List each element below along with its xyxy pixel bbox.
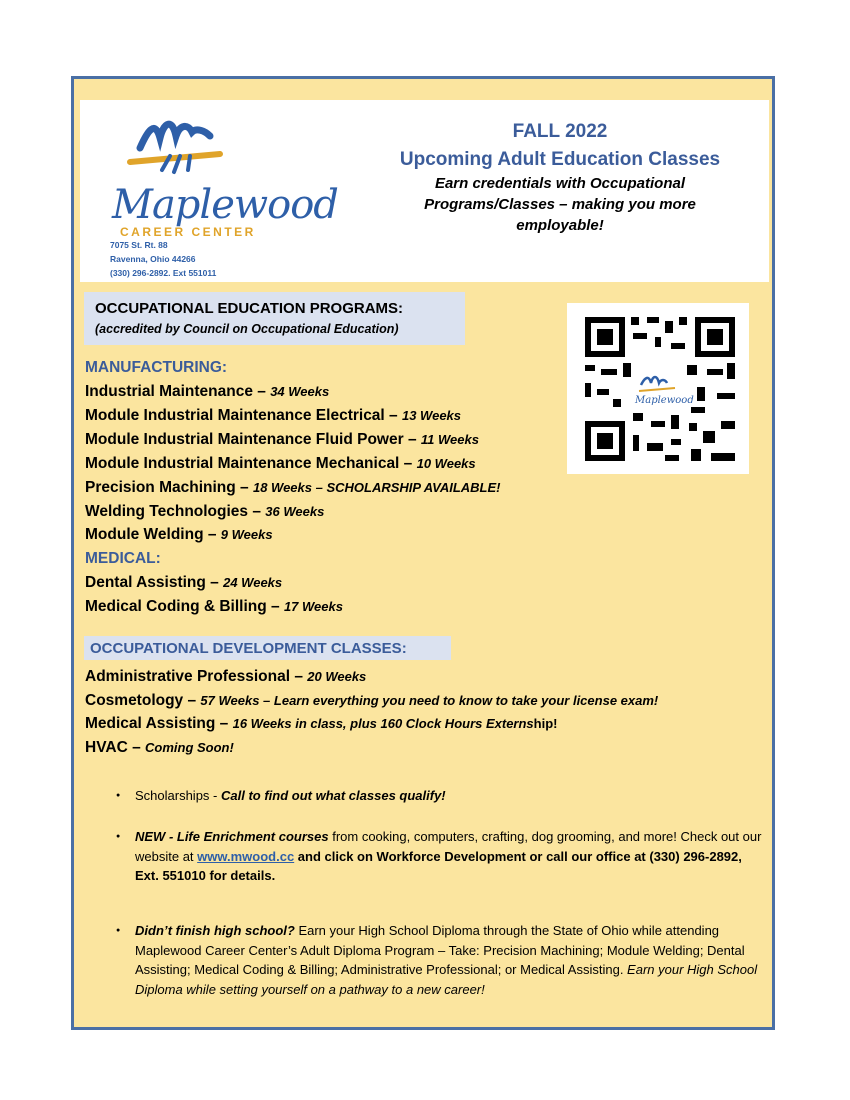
program-duration: 36 Weeks bbox=[265, 504, 325, 519]
dash: – bbox=[399, 455, 417, 472]
program-name: Dental Assisting bbox=[85, 574, 206, 591]
class-name: HVAC bbox=[85, 739, 128, 756]
program-name: Medical Coding & Billing bbox=[85, 598, 267, 615]
dash: – bbox=[384, 407, 402, 424]
bullet-lead: NEW - Life Enrichment courses bbox=[135, 829, 329, 844]
program-duration: 24 Weeks bbox=[223, 575, 283, 590]
program-item bbox=[85, 479, 501, 497]
program-item bbox=[85, 503, 324, 521]
class-item bbox=[85, 739, 234, 757]
program-name: Precision Machining bbox=[85, 479, 236, 496]
dash: – bbox=[205, 574, 224, 591]
class-name: Medical Assisting bbox=[85, 715, 216, 732]
bullet-tail: and click on Workforce Development or call our office at (330) 296-2892, Ext. 551010 for details. bbox=[135, 848, 742, 883]
bullet-new-courses bbox=[135, 827, 765, 886]
program-duration: 17 Weeks bbox=[283, 599, 343, 614]
bullet-scholarships bbox=[135, 786, 765, 806]
dash: – bbox=[235, 479, 253, 496]
class-duration: Coming Soon! bbox=[145, 740, 234, 755]
program-duration: 13 Weeks bbox=[401, 408, 462, 423]
bullet-emphasis: Earn your High School Diploma while setting yourself on a pathway to a new career! bbox=[135, 962, 758, 997]
dash: – bbox=[403, 431, 421, 448]
program-name: Welding Technologies bbox=[85, 503, 249, 520]
dash: – bbox=[183, 692, 201, 709]
dash: – bbox=[127, 739, 146, 756]
program-name: Module Industrial Maintenance Electrical bbox=[85, 407, 385, 424]
program-duration: 18 Weeks – SCHOLARSHIP AVAILABLE! bbox=[252, 480, 501, 495]
address-line: (330) 296-2892. Ext 551011 bbox=[110, 268, 217, 278]
bullet-emphasis: Call to find out what classes qualify! bbox=[220, 788, 446, 803]
program-item bbox=[85, 574, 282, 592]
development-heading-box bbox=[84, 636, 451, 660]
program-duration: 34 Weeks bbox=[270, 384, 330, 399]
dash: – bbox=[203, 526, 221, 543]
class-item bbox=[85, 715, 558, 733]
dash: – bbox=[290, 668, 308, 685]
program-name: Module Industrial Maintenance Fluid Power bbox=[85, 431, 404, 448]
maplewood-logo bbox=[100, 110, 338, 239]
program-duration: 9 Weeks bbox=[220, 527, 273, 542]
programs-heading: OCCUPATIONAL EDUCATION PROGRAMS: bbox=[95, 300, 404, 317]
program-duration: 11 Weeks bbox=[420, 432, 479, 447]
class-item bbox=[85, 668, 366, 686]
address-block bbox=[110, 238, 216, 280]
tagline-line: Programs/Classes – making you more bbox=[424, 196, 696, 213]
qr-code-icon bbox=[567, 303, 749, 474]
dash: – bbox=[248, 503, 266, 520]
bullet-lead: Scholarships - bbox=[135, 788, 221, 803]
program-duration: 10 Weeks bbox=[416, 456, 476, 471]
logo-mark-icon bbox=[100, 110, 300, 190]
class-duration: 16 Weeks in class, plus 160 Clock Hours Externs bbox=[232, 716, 534, 731]
category-manufacturing: MANUFACTURING: bbox=[85, 359, 228, 376]
address-line: 7075 St. Rt. 88 bbox=[110, 240, 168, 250]
category-medical: MEDICAL: bbox=[85, 550, 161, 567]
bullet-lead: Didn’t finish high school? bbox=[135, 923, 295, 938]
logo-subtitle: CAREER CENTER bbox=[120, 225, 256, 239]
bullet-text: Earn your High School Diploma through the State of Ohio while attending Maplewood Career Center’s Adult Diploma Program – Take: Precision Machining; Module Welding; Dental Assisting; Medical Coding & Billing; Administrative Professional; or Medical Assisting. bbox=[135, 923, 745, 977]
page-title: Upcoming Adult Education Classes bbox=[399, 149, 721, 170]
development-heading: OCCUPATIONAL DEVELOPMENT CLASSES: bbox=[90, 640, 407, 657]
class-name: Administrative Professional bbox=[85, 668, 291, 685]
qr-caption: Maplewood bbox=[635, 395, 694, 406]
bullet-text: from cooking, computers, crafting, dog grooming, and more! Check out our website at bbox=[135, 829, 762, 864]
programs-heading-box bbox=[84, 292, 465, 345]
class-duration-tail: hip! bbox=[533, 716, 558, 731]
program-item bbox=[85, 407, 461, 425]
header-title-block bbox=[355, 118, 765, 237]
bullet-diploma bbox=[135, 921, 765, 999]
logo-wordmark: Maplewood bbox=[112, 182, 338, 228]
dash: – bbox=[215, 715, 233, 732]
dash: – bbox=[252, 383, 271, 400]
program-name: Industrial Maintenance bbox=[85, 383, 253, 400]
address-line: Ravenna, Ohio 44266 bbox=[110, 254, 196, 264]
class-duration: 20 Weeks bbox=[307, 669, 367, 684]
bullet-dot: ● bbox=[116, 833, 121, 840]
class-duration: 57 Weeks – Learn everything you need to know to take your license exam! bbox=[200, 693, 659, 708]
website-link[interactable]: www.mwood.cc bbox=[197, 848, 295, 864]
program-item bbox=[85, 431, 479, 449]
program-item bbox=[85, 455, 476, 473]
term-title: FALL 2022 bbox=[512, 121, 608, 142]
class-name: Cosmetology bbox=[85, 692, 184, 709]
tagline-line: employable! bbox=[516, 217, 604, 234]
program-item bbox=[85, 598, 343, 616]
bullet-dot: ● bbox=[116, 792, 121, 799]
program-name: Module Welding bbox=[85, 526, 204, 543]
header-panel bbox=[80, 100, 769, 282]
program-item bbox=[85, 383, 329, 401]
program-item bbox=[85, 526, 273, 544]
bullet-dot: ● bbox=[116, 927, 121, 934]
dash: – bbox=[266, 598, 284, 615]
qr-code[interactable] bbox=[567, 303, 749, 474]
class-item bbox=[85, 692, 658, 710]
programs-subheading: (accredited by Council on Occupational Education) bbox=[95, 322, 399, 336]
program-name: Module Industrial Maintenance Mechanical bbox=[85, 455, 400, 472]
tagline-line: Earn credentials with Occupational bbox=[434, 175, 686, 192]
